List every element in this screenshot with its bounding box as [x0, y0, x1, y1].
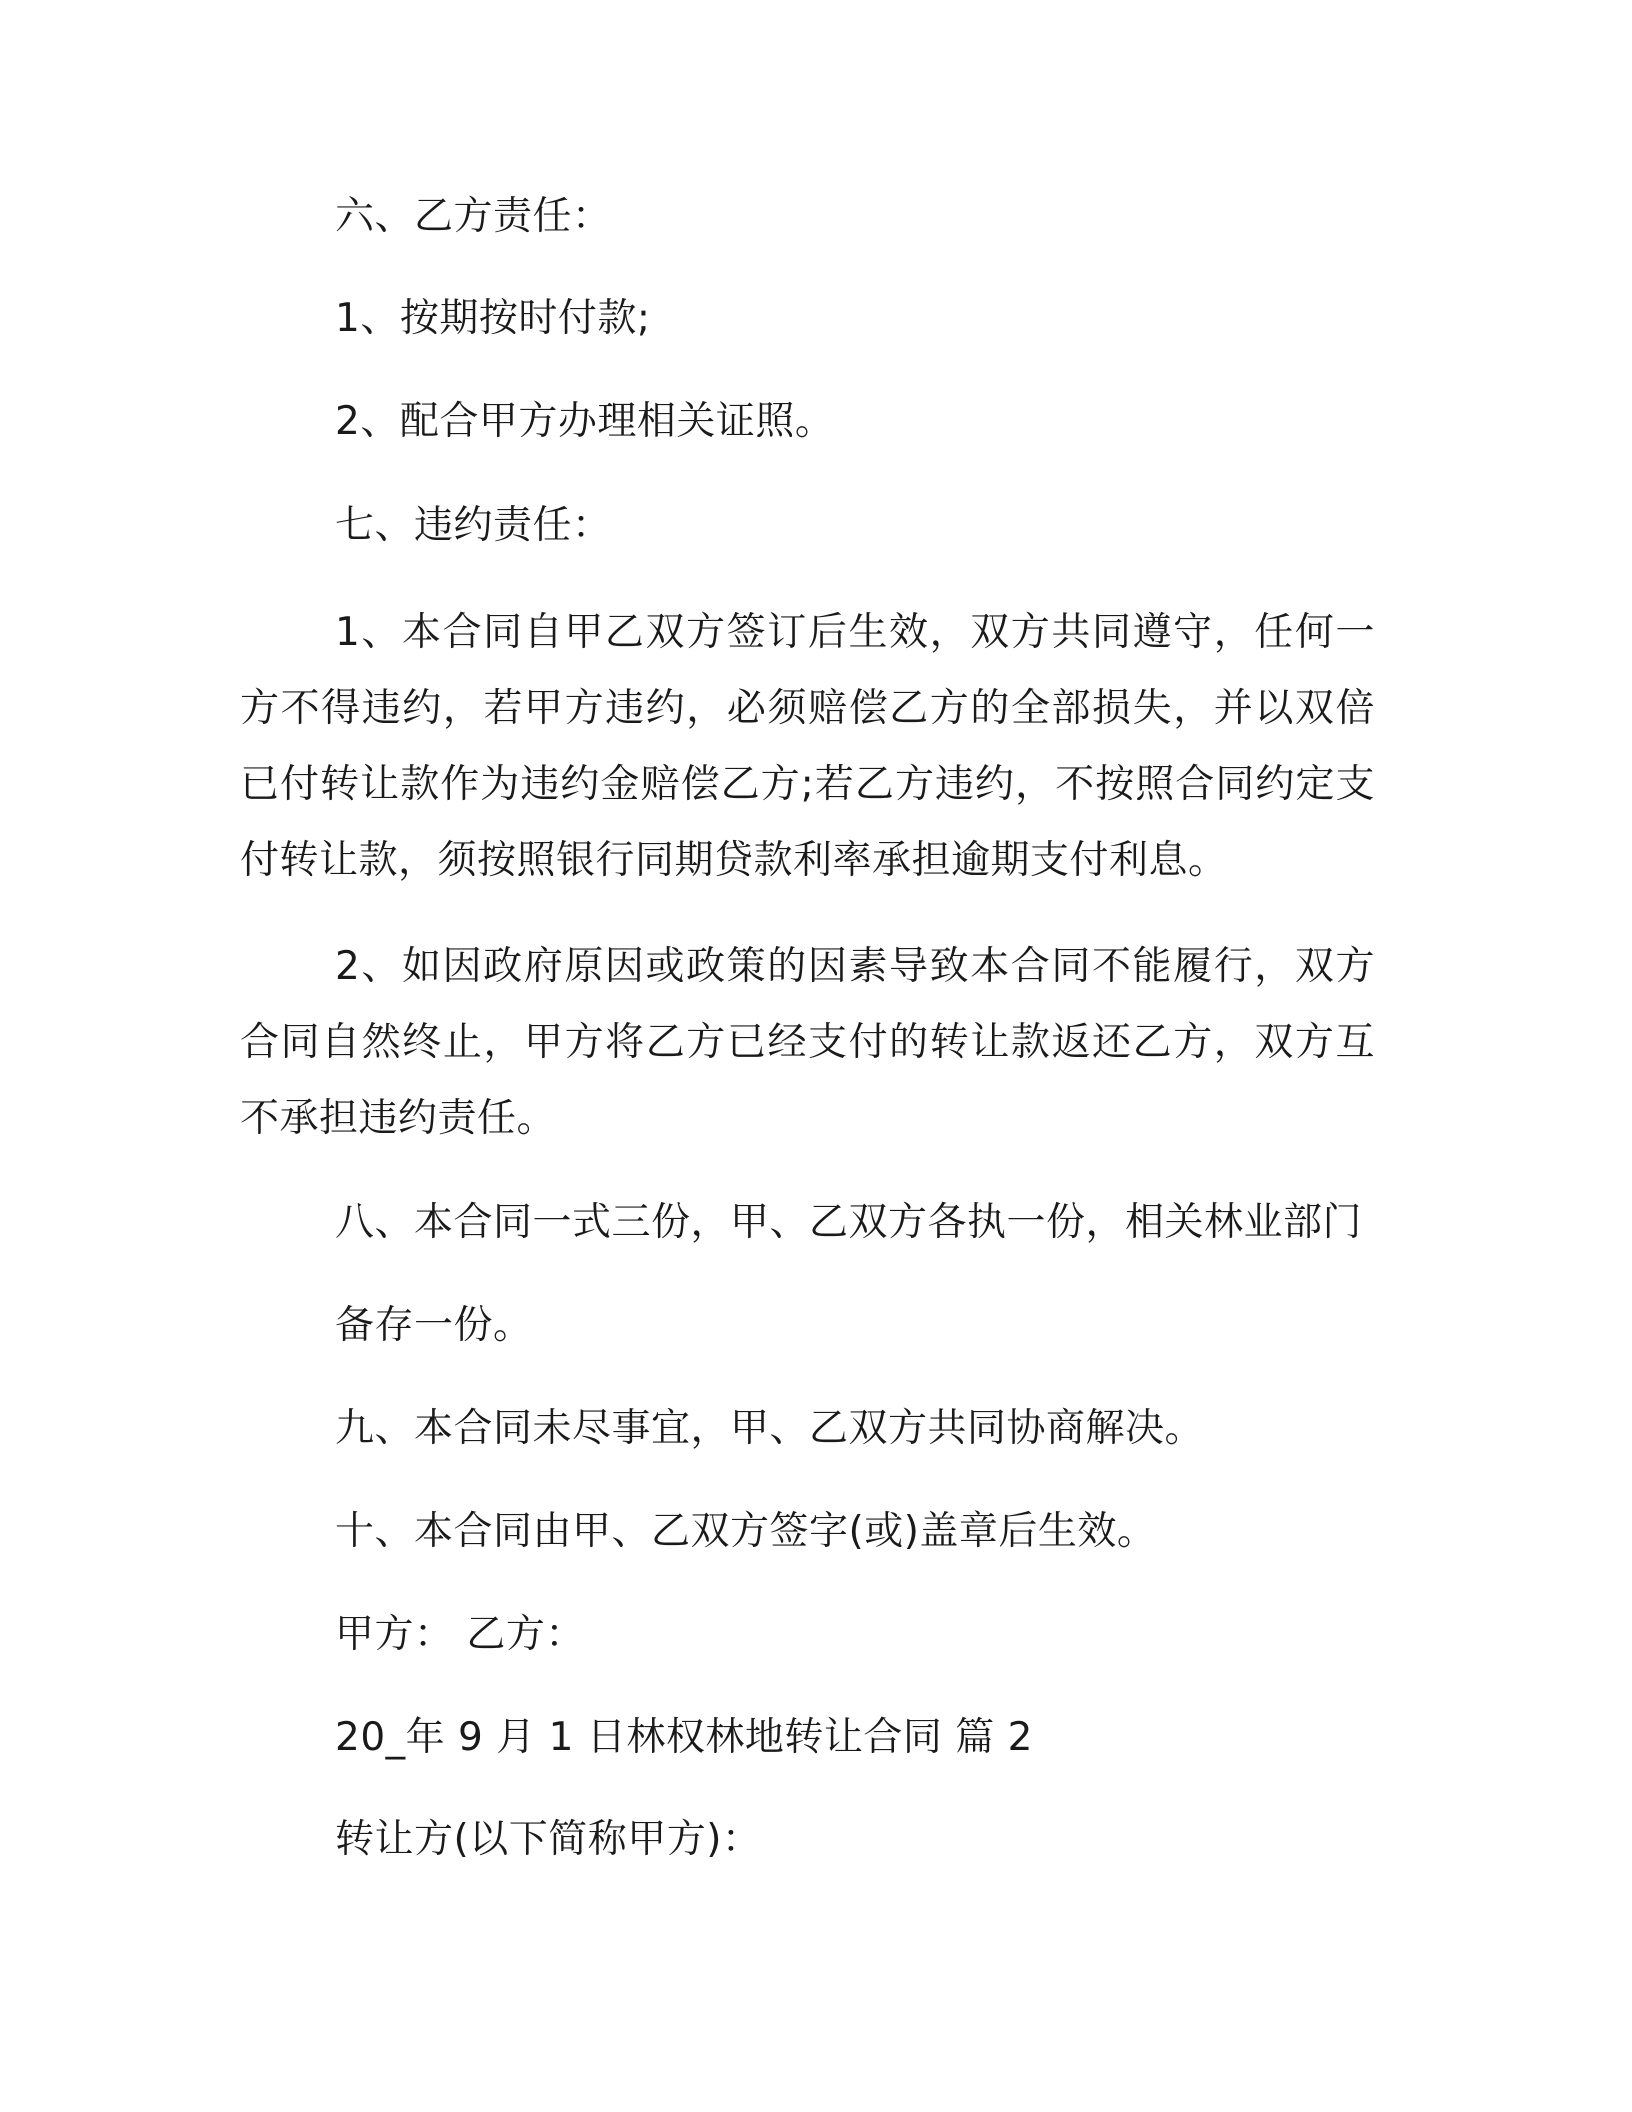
- contract-2-title: 20_年 9 月 1 日林权林地转让合同 篇 2: [335, 1715, 1033, 1760]
- section-8-line-1: 八、本合同一式三份，甲、乙双方各执一份，相关林业部门: [335, 1200, 1363, 1245]
- clause-6-1: 1、按期按时付款;: [335, 296, 651, 341]
- section-8-line-2: 备存一份。: [335, 1303, 533, 1348]
- transferor-line: 转让方(以下简称甲方)：: [335, 1817, 762, 1862]
- section-9: 九、本合同未尽事宜，甲、乙双方共同协商解决。: [335, 1406, 1205, 1451]
- section-6-heading: 六、乙方责任：: [335, 194, 612, 239]
- signature-parties: 甲方： 乙方：: [335, 1612, 585, 1657]
- section-7-heading: 七、违约责任：: [335, 503, 612, 548]
- clause-6-2: 2、配合甲方办理相关证照。: [335, 399, 835, 444]
- section-10: 十、本合同由甲、乙双方签字(或)盖章后生效。: [335, 1509, 1157, 1554]
- clause-7-2: 2、如因政府原因或政策的因素导致本合同不能履行，双方合同自然终止，甲方将乙方已经支付的转让款返还乙方，双方互不承担违约责任。: [240, 944, 1375, 1141]
- clause-7-1: 1、本合同自甲乙双方签订后生效，双方共同遵守，任何一方不得违约，若甲方违约，必须赔偿乙方的全部损失，并以双倍已付转让款作为违约金赔偿乙方;若乙方违约，不按照合同约定支付转让款，须按照银行同期贷款利率承担逾期支付利息。: [240, 610, 1375, 883]
